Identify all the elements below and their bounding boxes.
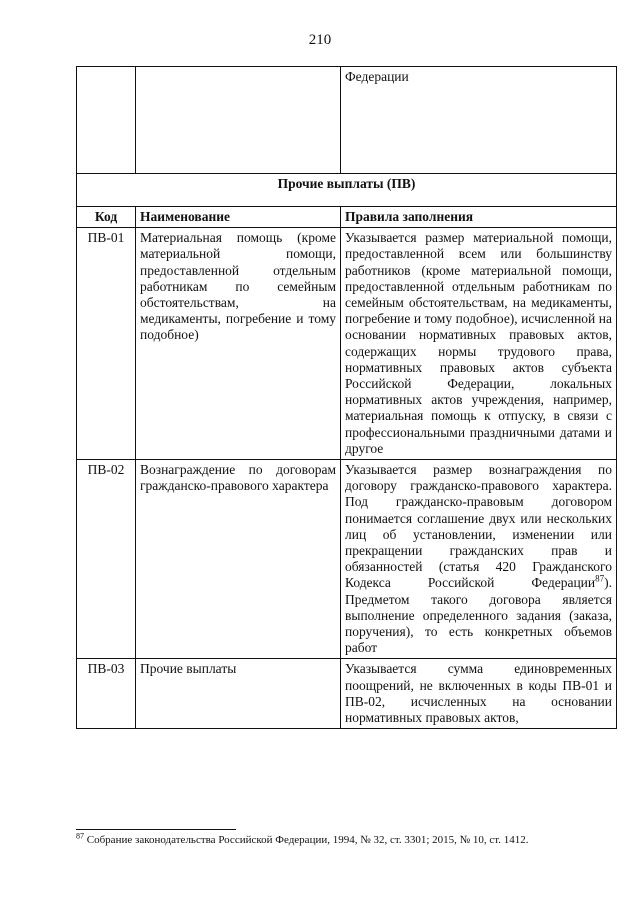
row-name: Прочие выплаты (136, 659, 341, 729)
header-row (77, 207, 617, 228)
header-code: Код (77, 207, 136, 228)
rule-text-part2: ). Предметом такого договора является выполнение определенного задания (заказа, поручения), то есть конкретных объемов работ (345, 575, 612, 656)
row-name: Вознаграждение по договорам гражданско-правового характера (136, 460, 341, 659)
row-code: ПВ-01 (77, 228, 136, 460)
footnote-text: Собрание законодательства Российской Федерации, 1994, № 32, ст. 3301; 2015, № 10, ст. 1412. (84, 834, 529, 846)
row-rule (341, 460, 617, 659)
row-rule: Указывается размер материальной помощи, предоставленной всем или большинству работников (кроме материальной помощи, предоставленной отдельным работникам по семейным обстоятельствам, на медикаменты, погребение и тому подобное), исчисленной на основании нормативных правовых актов, содержащих нормы трудового права, нормативных правовых актов субъекта Российской Федерации, локальных нормативных актов учреждения, например, материальная помощь к отпуску, в связи с профессиональными праздничными датами и другое (341, 228, 617, 460)
table-row-pv02 (77, 460, 617, 659)
table-row-pv03 (77, 659, 617, 729)
continuation-rule-cell: Федерации (341, 67, 617, 174)
header-name: Наименование (136, 207, 341, 228)
table-row-pv01 (77, 228, 617, 460)
footnote-separator (76, 829, 236, 830)
section-row (77, 174, 617, 207)
footnote-ref: 87 (595, 573, 605, 584)
row-rule: Указывается сумма единовременных поощрений, не включенных в коды ПВ-01 и ПВ-02, исчисленных на основании нормативных правовых актов, (341, 659, 617, 729)
footnote-mark: 87 (76, 831, 84, 841)
rule-text-part1: Указывается размер вознаграждения по договору гражданско-правового характера. Под гражданско-правовым договором понимается соглашение двух или нескольких лиц об установлении, изменении или прекращении гражданских прав и обязанностей (статья 420 Гражданского Кодекса Российской Федерации (345, 462, 612, 591)
section-title: Прочие выплаты (ПВ) (77, 174, 617, 207)
payments-table (76, 66, 617, 729)
row-code: ПВ-02 (77, 460, 136, 659)
row-code: ПВ-03 (77, 659, 136, 729)
continuation-row (77, 67, 617, 174)
header-rules: Правила заполнения (341, 207, 617, 228)
row-name: Материальная помощь (кроме материальной помощи, предоставленной отдельным работникам по семейным обстоятельствам, на медикаменты, погребение и тому подобное) (136, 228, 341, 460)
continuation-code-cell (77, 67, 136, 174)
continuation-name-cell (136, 67, 341, 174)
footnote (76, 831, 636, 846)
page-number: 210 (308, 32, 332, 48)
